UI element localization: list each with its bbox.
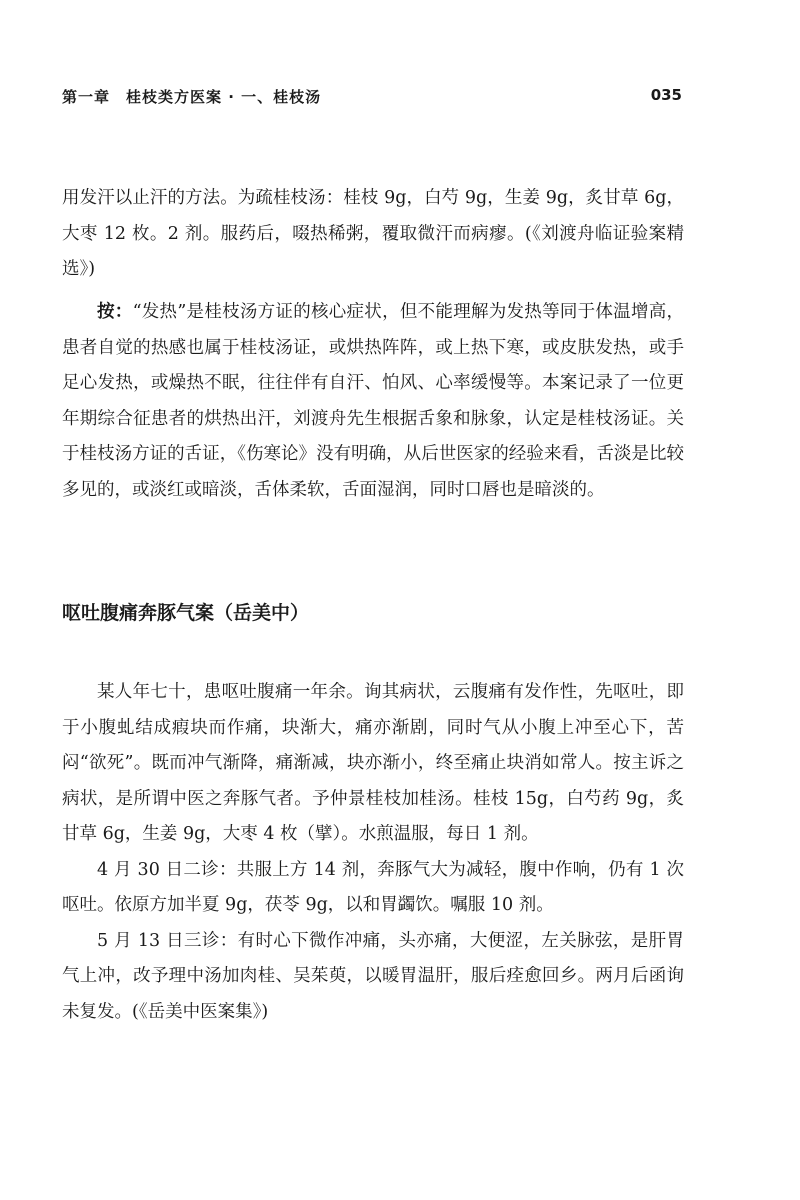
section-label: 桂枝类方医案 · 一、桂枝汤 — [126, 88, 322, 106]
continued-case-text — [62, 181, 684, 288]
page-number: 035 — [650, 86, 682, 104]
paragraph: 用发汗以止汗的方法。为疏桂枝汤：桂枝 9g，白芍 9g，生姜 9g，炙甘草 6g，大枣 12 枚。2 剂。服药后，啜热稀粥，覆取微汗而病瘳。(《刘渡舟临证验案精选》) — [62, 188, 684, 279]
commentary-note — [62, 295, 684, 508]
paragraph: 某人年七十，患呕吐腹痛一年余。询其病状，云腹痛有发作性，先呕吐，即于小腹虬结成瘕块而作痛，块渐大，痛亦渐剧，同时气从小腹上冲至心下，苦闷“欲死”。既而冲气渐降，痛渐减，块亦渐小，终至痛止块消如常人。按主诉之病状，是所谓中医之奔豚气者。予仲景桂枝加桂汤。桂枝 15g，白芍药 9g，炙甘草 6g，生姜 9g，大枣 4 枚（擘）。水煎温服，每日 1 剂。 — [62, 682, 684, 844]
note-paragraph — [62, 295, 684, 508]
chapter-title — [62, 86, 321, 107]
note-text: “发热”是桂枝汤方证的核心症状，但不能理解为发热等同于体温增高，患者自觉的热感也属于桂枝汤证，或烘热阵阵，或上热下寒，或皮肤发热，或手足心发热，或燥热不眠，往往伴有自汗、怕风、心率缓慢等。本案记录了一位更年期综合征患者的烘热出汗，刘渡舟先生根据舌象和脉象，认定是桂枝汤证。关于桂枝汤方证的舌证，《伤寒论》没有明确，从后世医家的经验来看，舌淡是比较多见的，或淡红或暗淡，舌体柔软，舌面湿润，同时口唇也是暗淡的。 — [62, 302, 684, 500]
running-header — [62, 86, 682, 110]
chapter-label: 第一章 — [62, 88, 111, 106]
paragraph: 5 月 13 日三诊：有时心下微作冲痛，头亦痛，大便涩，左关脉弦，是肝胃气上冲，改予理中汤加肉桂、吴茱萸，以暖胃温肝，服后痊愈回乡。两月后函询未复发。(《岳美中医案集》) — [62, 930, 684, 1022]
note-label: 按： — [97, 302, 133, 322]
paragraph: 4 月 30 日二诊：共服上方 14 剂，奔豚气大为减轻，腹中作响，仍有 1 次呕吐。依原方加半夏 9g，茯苓 9g，以和胃蠲饮。嘱服 10 剂。 — [62, 859, 684, 915]
section-heading: 呕吐腹痛奔豚气案（岳美中） — [62, 602, 310, 624]
case-body — [62, 675, 684, 1030]
